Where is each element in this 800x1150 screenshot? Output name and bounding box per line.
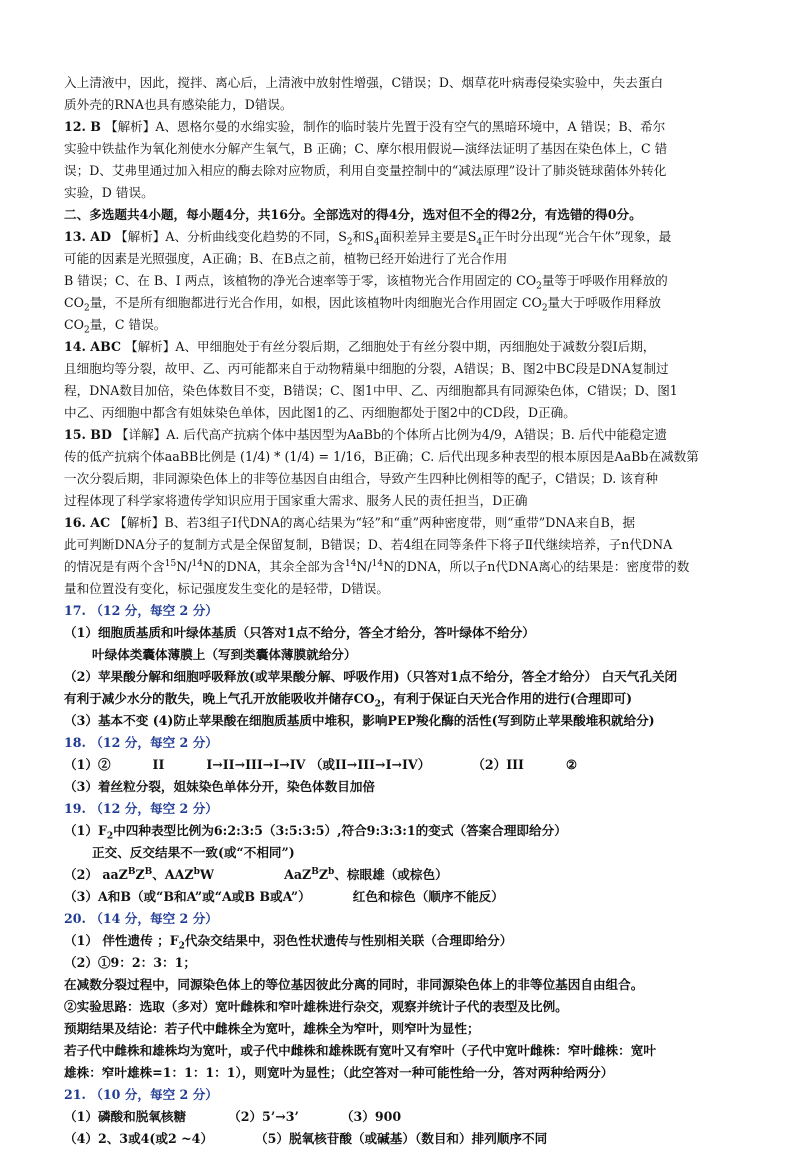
superscript: 14 <box>371 558 384 569</box>
text-span: N/ <box>356 559 372 574</box>
text-line: 实验，D 错误。 <box>64 185 154 200</box>
answer-number: 15. BD <box>64 427 112 442</box>
text-line: 预期结果及结论：若子代中雌株全为宽叶，雄株全为窄叶，则窄叶为显性； <box>64 1021 480 1036</box>
text-line: 过程体现了科学家将遗传学知识应用于国家重大需求、服务人民的责任担当，D正确 <box>64 493 528 508</box>
subscript: 2 <box>83 303 90 314</box>
subscript: 4 <box>476 237 483 248</box>
text-line: 质外壳的RNA也具有感染能力，D错误。 <box>64 97 293 112</box>
text-line <box>64 292 740 314</box>
text-span: 代杂交结果中，羽色性状遗传与性别相关联（合理即给分） <box>184 933 513 948</box>
answer-number: 16. AC <box>64 515 111 530</box>
text-line: （1）细胞质基质和叶绿体基质（只答对1点不给分，答全才给分，答叶绿体不给分） <box>64 625 535 640</box>
subscript: 2 <box>346 237 353 248</box>
answer-number: 13. AD <box>64 229 111 244</box>
text-line: （2）①9：2：3：1； <box>64 955 196 970</box>
text-span: （1）② <box>64 757 111 772</box>
answer-number: 14. ABC <box>64 339 121 354</box>
question-17-heading: 17. （12 分，每空 2 分） <box>64 603 218 618</box>
text-span: （1）F <box>64 823 107 838</box>
text-span: （3）A和B（或“B和A”或“A或B B或A”） <box>64 889 311 904</box>
superscript: b <box>328 866 335 877</box>
subscript: 2 <box>83 325 90 336</box>
text-line <box>64 820 740 842</box>
text-span: II <box>152 757 165 772</box>
question-18-heading: 18. （12 分，每空 2 分） <box>64 735 218 750</box>
superscript: 15 <box>164 558 177 569</box>
text-span: （1）磷酸和脱氧核糖 <box>64 1109 187 1124</box>
text-line: （2）苹果酸分解和细胞呼吸释放(或苹果酸分解、呼吸作用)（只答对1点不给分，答全才给分） 白天气孔关闭 <box>64 669 678 684</box>
superscript: 14 <box>344 558 357 569</box>
text-line: （3）基本不变 (4)防止苹果酸在细胞质基质中堆积，影响PEP羧化酶的活性(写到防止苹果酸堆积就给分) <box>64 713 655 728</box>
superscript: 14 <box>191 558 203 569</box>
answer-12 <box>64 116 740 138</box>
text-span: CO <box>64 295 84 310</box>
text-span: 【解析】A、甲细胞处于有丝分裂后期，乙细胞处于有丝分裂中期，丙细胞处于减数分裂Ⅰ后期， <box>124 339 656 354</box>
subscript: 2 <box>178 941 185 952</box>
question-21-heading: 21. （10 分，每空 2 分） <box>64 1087 218 1102</box>
text-line <box>64 556 740 578</box>
text-line: 量和位置没有变化，标记强度发生变化的是轻带，D错误。 <box>64 581 389 596</box>
text-line: 若子代中雌株和雄株均为宽叶，或子代中雌株和雄株既有宽叶又有窄叶（子代中宽叶雌株：窄叶雌株：宽叶 <box>64 1043 656 1058</box>
text-span: ② <box>565 757 578 772</box>
text-line: 可能的因素是光照强度，A正确；B、在B点之前，植物已经开始进行了光合作用 <box>64 251 508 266</box>
text-span: ，有利于保证白天光合作用的进行(合理即可) <box>380 691 633 706</box>
text-span: （3）900 <box>340 1109 402 1124</box>
text-span: 量，C 错误。 <box>89 317 167 332</box>
text-span: 面积差异主要是S <box>379 229 477 244</box>
text-span: W <box>199 867 215 882</box>
text-span: 有利于减少水分的散失，晚上气孔开放能吸收并储存CO <box>64 691 375 706</box>
text-span: 【详解】A. 后代高产抗病个体中基因型为AaBb的个体所占比例为4/9，A错误；B. 后代中能稳定遗 <box>115 427 667 442</box>
text-span: （2）III <box>472 757 524 772</box>
text-span: （1） 伴性遗传 ；F <box>64 933 179 948</box>
text-span: AaZ <box>284 867 312 882</box>
text-span: N的DNA，所以子n代DNA离心的结果是：密度带的数 <box>383 559 690 574</box>
text-span: 【解析】B、若3组子Ⅰ代DNA的离心结果为“轻”和“重”两种密度带，则“重带”DNA来自B，据 <box>114 515 636 530</box>
text-line: （3）着丝粒分裂，姐妹染色单体分开，染色体数目加倍 <box>64 779 376 794</box>
text-span: 量，不是所有细胞都进行光合作用，如根，因此该植物叶肉细胞光合作用固定 CO <box>89 295 542 310</box>
text-span: 和S <box>352 229 374 244</box>
text-line <box>64 1128 740 1150</box>
text-line: 程，DNA数目加倍，染色体数目不变，B错误；C、图1中甲、乙、丙细胞都具有同源染色体，C错误；D、图1 <box>64 383 678 398</box>
text-line: 此可判断DNA分子的复制方式是全保留复制，B错误；D、若4组在同等条件下将子Ⅱ代继续培养，子n代DNA <box>64 537 673 552</box>
text-line: 入上清液中，因此，搅拌、离心后，上清液中放射性增强，C错误；D、烟草花叶病毒侵染实验中，失去蛋白 <box>64 75 664 90</box>
answer-13 <box>64 226 740 248</box>
superscript: B <box>127 866 136 877</box>
superscript: b <box>193 866 200 877</box>
subscript: 2 <box>106 831 114 842</box>
text-line: 雄株：窄叶雄株=1：1：1：1），则宽叶为显性；（此空答对一种可能性给一分，答对两种给两分） <box>64 1065 614 1080</box>
text-line: 正交、反交结果不一致(或“不相同”) <box>92 845 295 860</box>
text-line <box>64 688 740 710</box>
section-heading: 二、多选题共4小题，每小题4分，共16分。全部选对的得4分，选对但不全的得2分，有选错的得0分。 <box>64 207 642 222</box>
answer-number: 12. B <box>64 119 101 134</box>
text-span: 量大于呼吸作用释放 <box>547 295 661 310</box>
text-span: （4）2、3或4(或2 ~4） <box>64 1131 214 1146</box>
superscript: B <box>311 866 319 877</box>
text-span: 【解析】A、恩格尔曼的水绵实验，制作的临时装片先置于没有空气的黑暗环境中，A 错误；B、希尔 <box>104 119 666 134</box>
text-span: CO <box>64 317 84 332</box>
text-line <box>64 314 740 336</box>
text-line: 一次分裂后期，非同源染色体上的非等位基因自由组合，导致产生四种比例相等的配子，C错误；D. 该育种 <box>64 471 659 486</box>
text-span: 量等于呼吸作用释放的 <box>541 273 668 288</box>
text-line: 误；D、艾弗里通过加入相应的酶去除对应物质，利用自变量控制中的“减法原理”设计了肺炎链球菌体外转化 <box>64 163 667 178</box>
answer-16 <box>64 512 740 534</box>
answer-15 <box>64 424 740 446</box>
text-span: B 错误；C、在 B、I 两点，该植物的净光合速率等于零，该植物光合作用固定的 CO <box>64 273 537 288</box>
text-line: 且细胞均等分裂，故甲、乙、丙可能都来自于动物精巢中细胞的分裂，A错误；B、图2中BC段是DNA复制过 <box>64 361 669 376</box>
text-line: 传的低产抗病个体aaBB比例是 (1/4) * (1/4) = 1/16，B正确；C. 后代出现多种表型的根本原因是AaBb在减数第 <box>64 449 699 464</box>
text-line <box>64 1106 740 1128</box>
text-line <box>64 864 740 886</box>
subscript: 4 <box>373 237 380 248</box>
text-span: 红色和棕色（顺序不能反） <box>352 889 504 904</box>
text-line: 实验中铁盐作为氧化剂使水分解产生氧气，B 正确；C、摩尔根用假说—演绎法证明了基因在染色体上，C 错 <box>64 141 668 156</box>
text-line <box>64 270 740 292</box>
subscript: 2 <box>536 281 542 292</box>
text-line <box>64 886 740 908</box>
text-line: 在减数分裂过程中，同源染色体上的等位基因彼此分离的同时，非同源染色体上的非等位基因自由组合。 <box>64 977 644 992</box>
text-span: （5）脱氧核苷酸（或碱基）（数目和）排列顺序不同 <box>255 1131 548 1146</box>
text-line: 叶绿体类囊体薄膜上（写到类囊体薄膜就给分） <box>92 647 357 662</box>
text-line: 中乙、丙细胞中都含有姐妹染色单体，因此图1的乙、丙细胞都处于图2中的CD段，D正确。 <box>64 405 576 420</box>
text-span: （2）5’→3’ <box>228 1109 299 1124</box>
question-20-heading: 20. （14 分，每空 2 分） <box>64 911 218 926</box>
text-span: 、AAZ <box>152 867 194 882</box>
text-span: 【解析】A、分析曲线变化趋势的不同，S <box>115 229 347 244</box>
text-span: Z <box>318 867 329 882</box>
answer-key-page <box>64 72 740 1150</box>
text-span: N/ <box>176 559 192 574</box>
text-span: N的DNA，其余全部为含 <box>202 559 345 574</box>
answer-14 <box>64 336 740 358</box>
text-span: 的情况是有两个含 <box>64 559 165 574</box>
subscript: 2 <box>541 303 548 314</box>
text-line <box>64 754 740 776</box>
text-span: （2） aaZ <box>64 867 128 882</box>
text-span: 中四种表型比例为6:2:3:5（3:5:3:5）,符合9:3:3:1的变式（答案合理即给分） <box>113 823 567 838</box>
text-span: 、棕眼雄（或棕色） <box>334 867 448 882</box>
text-line <box>64 930 740 952</box>
question-19-heading: 19. （12 分，每空 2 分） <box>64 801 218 816</box>
text-span: Z <box>135 867 145 882</box>
text-span: 正午时分出现“光合午休”现象，最 <box>482 229 672 244</box>
subscript: 2 <box>374 699 381 710</box>
superscript: B <box>144 866 153 877</box>
text-span: I→II→III→I→IV （或II→III→I→IV） <box>206 757 431 772</box>
text-line: ②实验思路：选取（多对）宽叶雌株和窄叶雄株进行杂交，观察并统计子代的表型及比例。 <box>64 999 568 1014</box>
